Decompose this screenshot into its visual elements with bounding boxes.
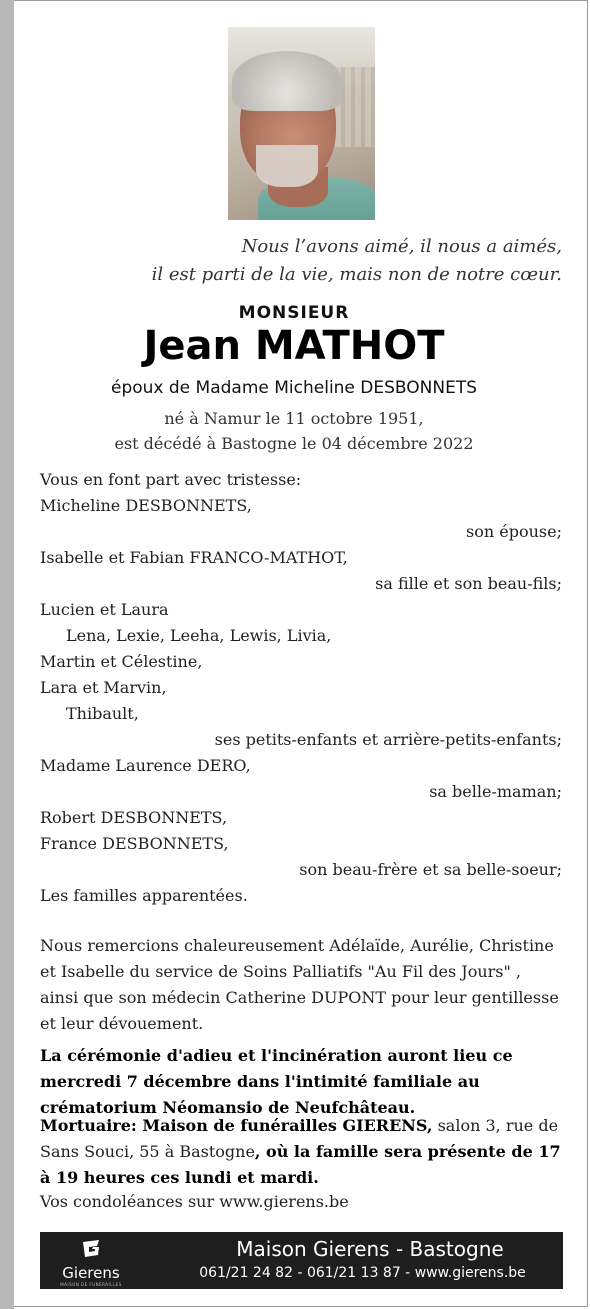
logo-mark-icon — [80, 1238, 102, 1260]
honorific: MONSIEUR — [238, 303, 350, 323]
birth-death-dates — [14, 406, 574, 456]
funeral-home-banner — [40, 1232, 563, 1289]
quote-line-2: il est parti de la vie, mais non de notre cœur. — [151, 264, 562, 285]
mortuary-hours: , où la famille sera présente de 17 à 19 heures ces lundi et mardi. — [40, 1142, 561, 1187]
family-line: Lara et Marvin, — [40, 678, 167, 697]
mortuary-label: Mortuaire: Maison de funérailles GIERENS, — [40, 1116, 433, 1135]
banner-title: Maison Gierens - Bastogne — [236, 1237, 504, 1261]
death-line: est décédé à Bastogne le 04 décembre 2022 — [114, 434, 474, 453]
family-relation: son beau-frère et sa belle-soeur; — [299, 860, 562, 879]
family-line: Isabelle et Fabian FRANCO-MATHOT, — [40, 548, 348, 567]
family-line: Lucien et Laura — [40, 600, 169, 619]
family-line: Les familles apparentées. — [40, 886, 248, 905]
spouse-line: époux de Madame Micheline DESBONNETS — [110, 378, 478, 398]
ceremony-paragraph: La cérémonie d'adieu et l'incinération auront lieu ce mercredi 7 décembre dans l'intimité familiale au crématorium Néomansio de Neufchâteau. — [40, 1046, 513, 1117]
family-relation: sa fille et son beau-fils; — [375, 574, 562, 593]
family-line: France DESBONNETS, — [40, 834, 229, 853]
gierens-logo — [54, 1236, 128, 1286]
family-line: Martin et Célestine, — [40, 652, 203, 671]
family-line: Thibault, — [66, 704, 139, 723]
family-relation: ses petits-enfants et arrière-petits-enfants; — [214, 730, 562, 749]
mortuary-paragraph — [40, 1113, 562, 1191]
memorial-quote — [152, 233, 562, 289]
family-intro: Vous en font part avec tristesse: — [40, 470, 302, 489]
birth-line: né à Namur le 11 octobre 1951, — [164, 409, 424, 428]
deceased-name: Jean MATHOT — [143, 323, 445, 369]
banner-contacts: 061/21 24 82 - 061/21 13 87 - www.gierens.be — [199, 1265, 526, 1281]
family-line: Micheline DESBONNETS, — [40, 496, 252, 515]
family-line: Lena, Lexie, Leeha, Lewis, Livia, — [66, 626, 332, 645]
family-line: Robert DESBONNETS, — [40, 808, 228, 827]
mortuary-address: salon 3, rue de Sans Souci, 55 à Bastogne — [40, 1116, 559, 1161]
quote-line-1: Nous l’avons aimé, il nous a aimés, — [241, 236, 562, 257]
thanks-paragraph: Nous remercions chaleureusement Adélaïde, Aurélie, Christine et Isabelle du service de Soins Palliatifs "Au Fil des Jours" , ainsi que son médecin Catherine DUPONT pour leur gentillesse et leur dévouement. — [40, 936, 559, 1033]
family-relation: son épouse; — [466, 522, 562, 541]
family-line: Madame Laurence DERO, — [40, 756, 251, 775]
portrait-photo — [228, 27, 375, 220]
logo-subtitle: MAISON DE FUNÉRAILLES — [60, 1282, 122, 1287]
family-relation: sa belle-maman; — [429, 782, 562, 801]
left-margin-bar — [0, 0, 14, 1309]
condolences-line: Vos condoléances sur www.gierens.be — [40, 1192, 349, 1211]
logo-name: Gierens — [62, 1264, 120, 1282]
